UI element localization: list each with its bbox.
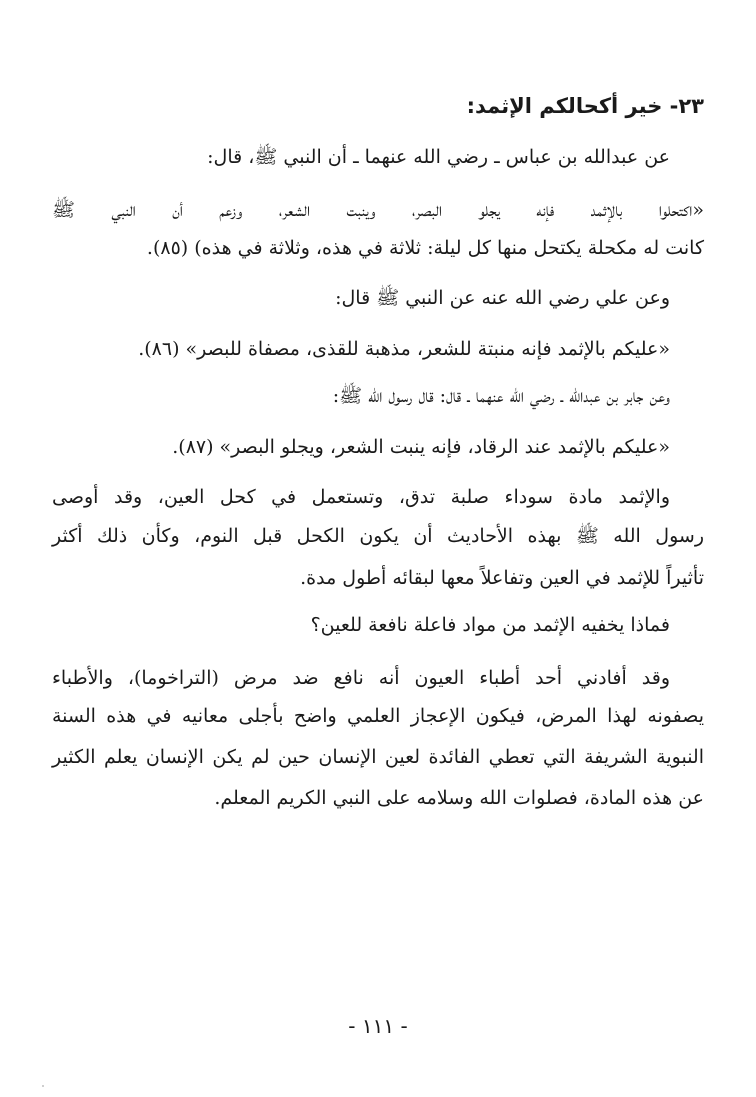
text-line: كانت له مكحلة يكتحل منها كل ليلة: ثلاثة في هذه، وثلاثة في هذه) (٨٥). <box>146 237 704 259</box>
text-line: «عليكم بالإثمد فإنه منبتة للشعر، مذهبة للقذى، مصفاة للبصر» (٨٦). <box>138 338 670 360</box>
page-number: - ١١١ - <box>348 1014 408 1038</box>
text-line: عن هذه المادة، فصلوات الله وسلامه على النبي الكريم المعلم. <box>214 787 704 809</box>
text-line: وقد أفادني أحد أطباء العيون أنه نافع ضد مرض (التراخوما)، والأطباء <box>52 667 670 689</box>
text-line: يصفونه لهذا المرض، فيكون الإعجاز العلمي واضح بأجلى معانيه في هذه السنة <box>52 705 704 727</box>
text-line: النبوية الشريفة التي تعطي الفائدة لعين الإنسان حين لم يكن الإنسان يعلم الكثير <box>52 746 704 768</box>
section-heading: ٢٣- خير أكحالكم الإثمد: <box>466 94 704 118</box>
text-line: وعن جابر بن عبدالله ـ رضي الله عنهما ـ قال: قال رسول الله ﷺ: <box>332 385 670 407</box>
text-line: وعن علي رضي الله عنه عن النبي ﷺ قال: <box>335 287 670 309</box>
text-line: «عليكم بالإثمد عند الرقاد، فإنه ينبت الشعر، ويجلو البصر» (٨٧). <box>172 436 670 458</box>
text-line: رسول الله ﷺ بهذه الأحاديث أن يكون الكحل قبل النوم، وكأن ذلك أكثر <box>52 525 704 547</box>
text-line: فماذا يخفيه الإثمد من مواد فاعلة نافعة للعين؟ <box>310 614 670 636</box>
text-line: عن عبدالله بن عباس ـ رضي الله عنهما ـ أن النبي ﷺ، قال: <box>207 146 670 168</box>
scan-speck <box>42 1085 44 1087</box>
text-line: والإثمد مادة سوداء صلبة تدق، وتستعمل في كحل العين، وقد أوصى <box>52 486 670 508</box>
text-line: «اكتحلوا بالإثمد فإنه يجلو البصر، وينبت الشعر، وزعم أن النبي ﷺ <box>52 199 704 221</box>
text-line: تأثيراً للإثمد في العين وتفاعلاً معها لبقائه أطول مدة. <box>300 567 704 589</box>
